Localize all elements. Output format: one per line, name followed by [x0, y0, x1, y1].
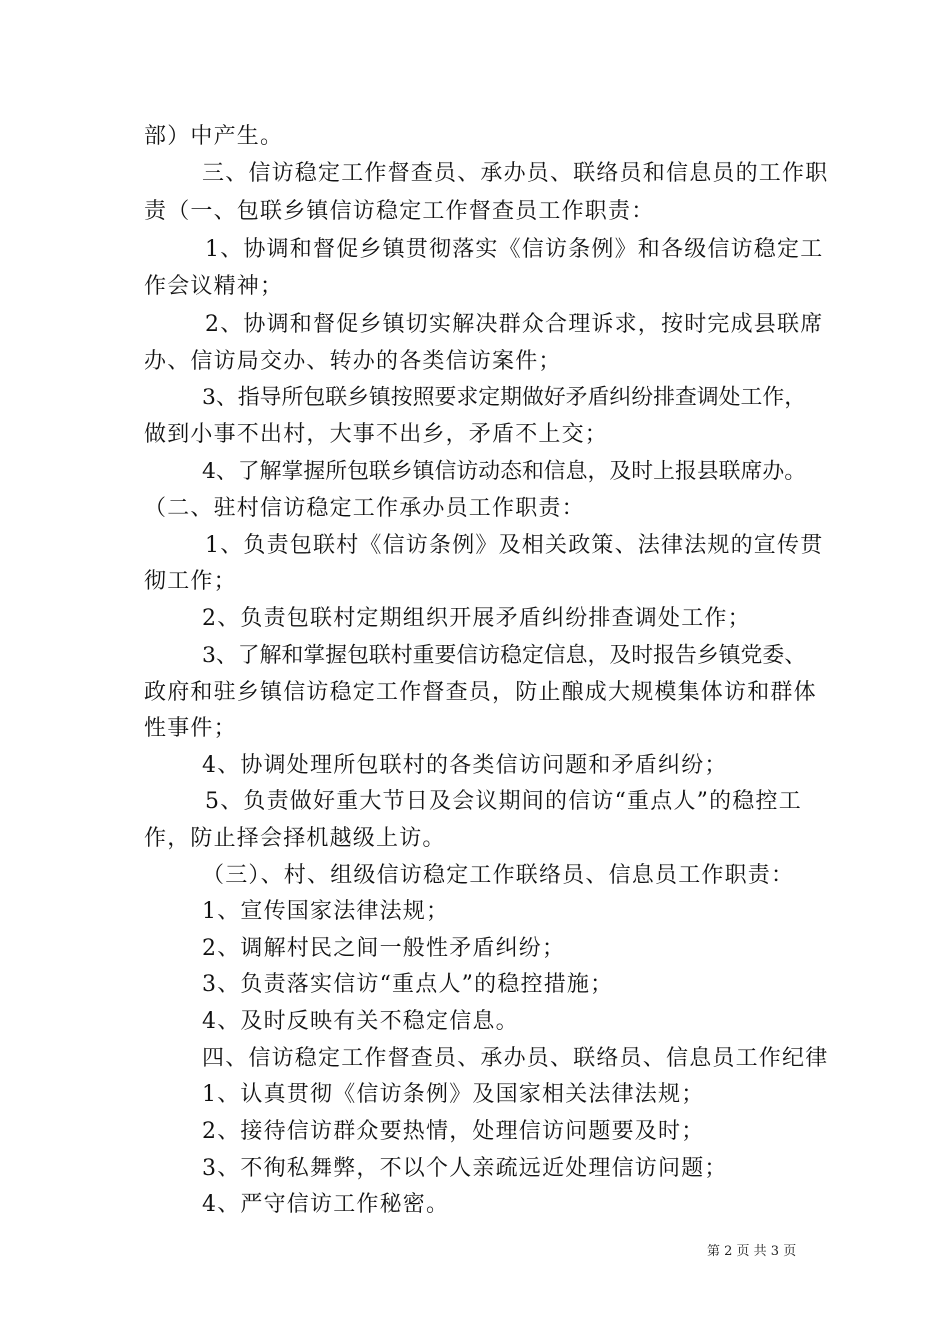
list-item: 2、接待信访群众要热情，处理信访问题要及时； — [202, 1119, 705, 1144]
list-item: 4、协调处理所包联村的各类信访问题和矛盾纠纷； — [202, 753, 728, 778]
list-item: 3、了解和掌握包联村重要信访稳定信息，及时报告乡镇党委、 — [202, 643, 807, 668]
subsection-heading: （二、驻村信访稳定工作承办员工作职责： — [144, 496, 585, 521]
list-item: 2、调解村民之间一般性矛盾纠纷； — [202, 936, 566, 961]
list-item: 3、不徇私舞弊，不以个人亲疏远近处理信访问题； — [202, 1156, 728, 1181]
text-line: 办、信访局交办、转办的各类信访案件； — [144, 349, 562, 374]
list-item: 1、宣传国家法律法规； — [202, 899, 450, 924]
page-number: 第 2 页 共 3 页 — [707, 1244, 797, 1259]
list-item: 1、负责包联村《信访条例》及相关政策、法律法规的宣传贯 — [205, 533, 824, 558]
text-line: 做到小事不出村，大事不出乡，矛盾不上交； — [144, 422, 609, 447]
text-line: 彻工作； — [144, 569, 237, 594]
list-item: 1、协调和督促乡镇贯彻落实《信访条例》和各级信访稳定工 — [205, 237, 824, 262]
list-item: 1、认真贯彻《信访条例》及国家相关法律法规； — [202, 1082, 705, 1107]
text-line: 作，防止择会择机越级上访。 — [144, 826, 446, 851]
list-item: 4、及时反映有关不稳定信息。 — [202, 1009, 519, 1034]
subsection-heading: （三）、村、组级信访稳定工作联络员、信息员工作职责： — [202, 863, 795, 888]
text-line: 政府和驻乡镇信访稳定工作督查员，防止酿成大规模集体访和群体 — [144, 680, 817, 705]
text-line: 作会议精神； — [144, 274, 284, 299]
list-item: 4、了解掌握所包联乡镇信访动态和信息，及时上报县联席办。 — [202, 459, 807, 484]
text-line: 部）中产生。 — [144, 124, 284, 149]
list-item: 2、协调和督促乡镇切实解决群众合理诉求，按时完成县联席 — [205, 312, 824, 337]
list-item: 2、负责包联村定期组织开展矛盾纠纷排查调处工作； — [202, 606, 751, 631]
section-heading: 四、信访稳定工作督查员、承办员、联络员、信息员工作纪律 — [202, 1046, 829, 1071]
list-item: 4、严守信访工作秘密。 — [202, 1192, 450, 1217]
text-line: 性事件； — [144, 716, 237, 741]
list-item: 5、负责做好重大节日及会议期间的信访“重点人”的稳控工 — [205, 789, 802, 814]
list-item: 3、指导所包联乡镇按照要求定期做好矛盾纠纷排查调处工作， — [202, 385, 807, 410]
section-heading: 三、信访稳定工作督查员、承办员、联络员和信息员的工作职 — [202, 161, 829, 186]
list-item: 3、负责落实信访“重点人”的稳控措施； — [202, 972, 614, 997]
subsection-heading: 责（一、包联乡镇信访稳定工作督查员工作职责： — [144, 199, 655, 224]
